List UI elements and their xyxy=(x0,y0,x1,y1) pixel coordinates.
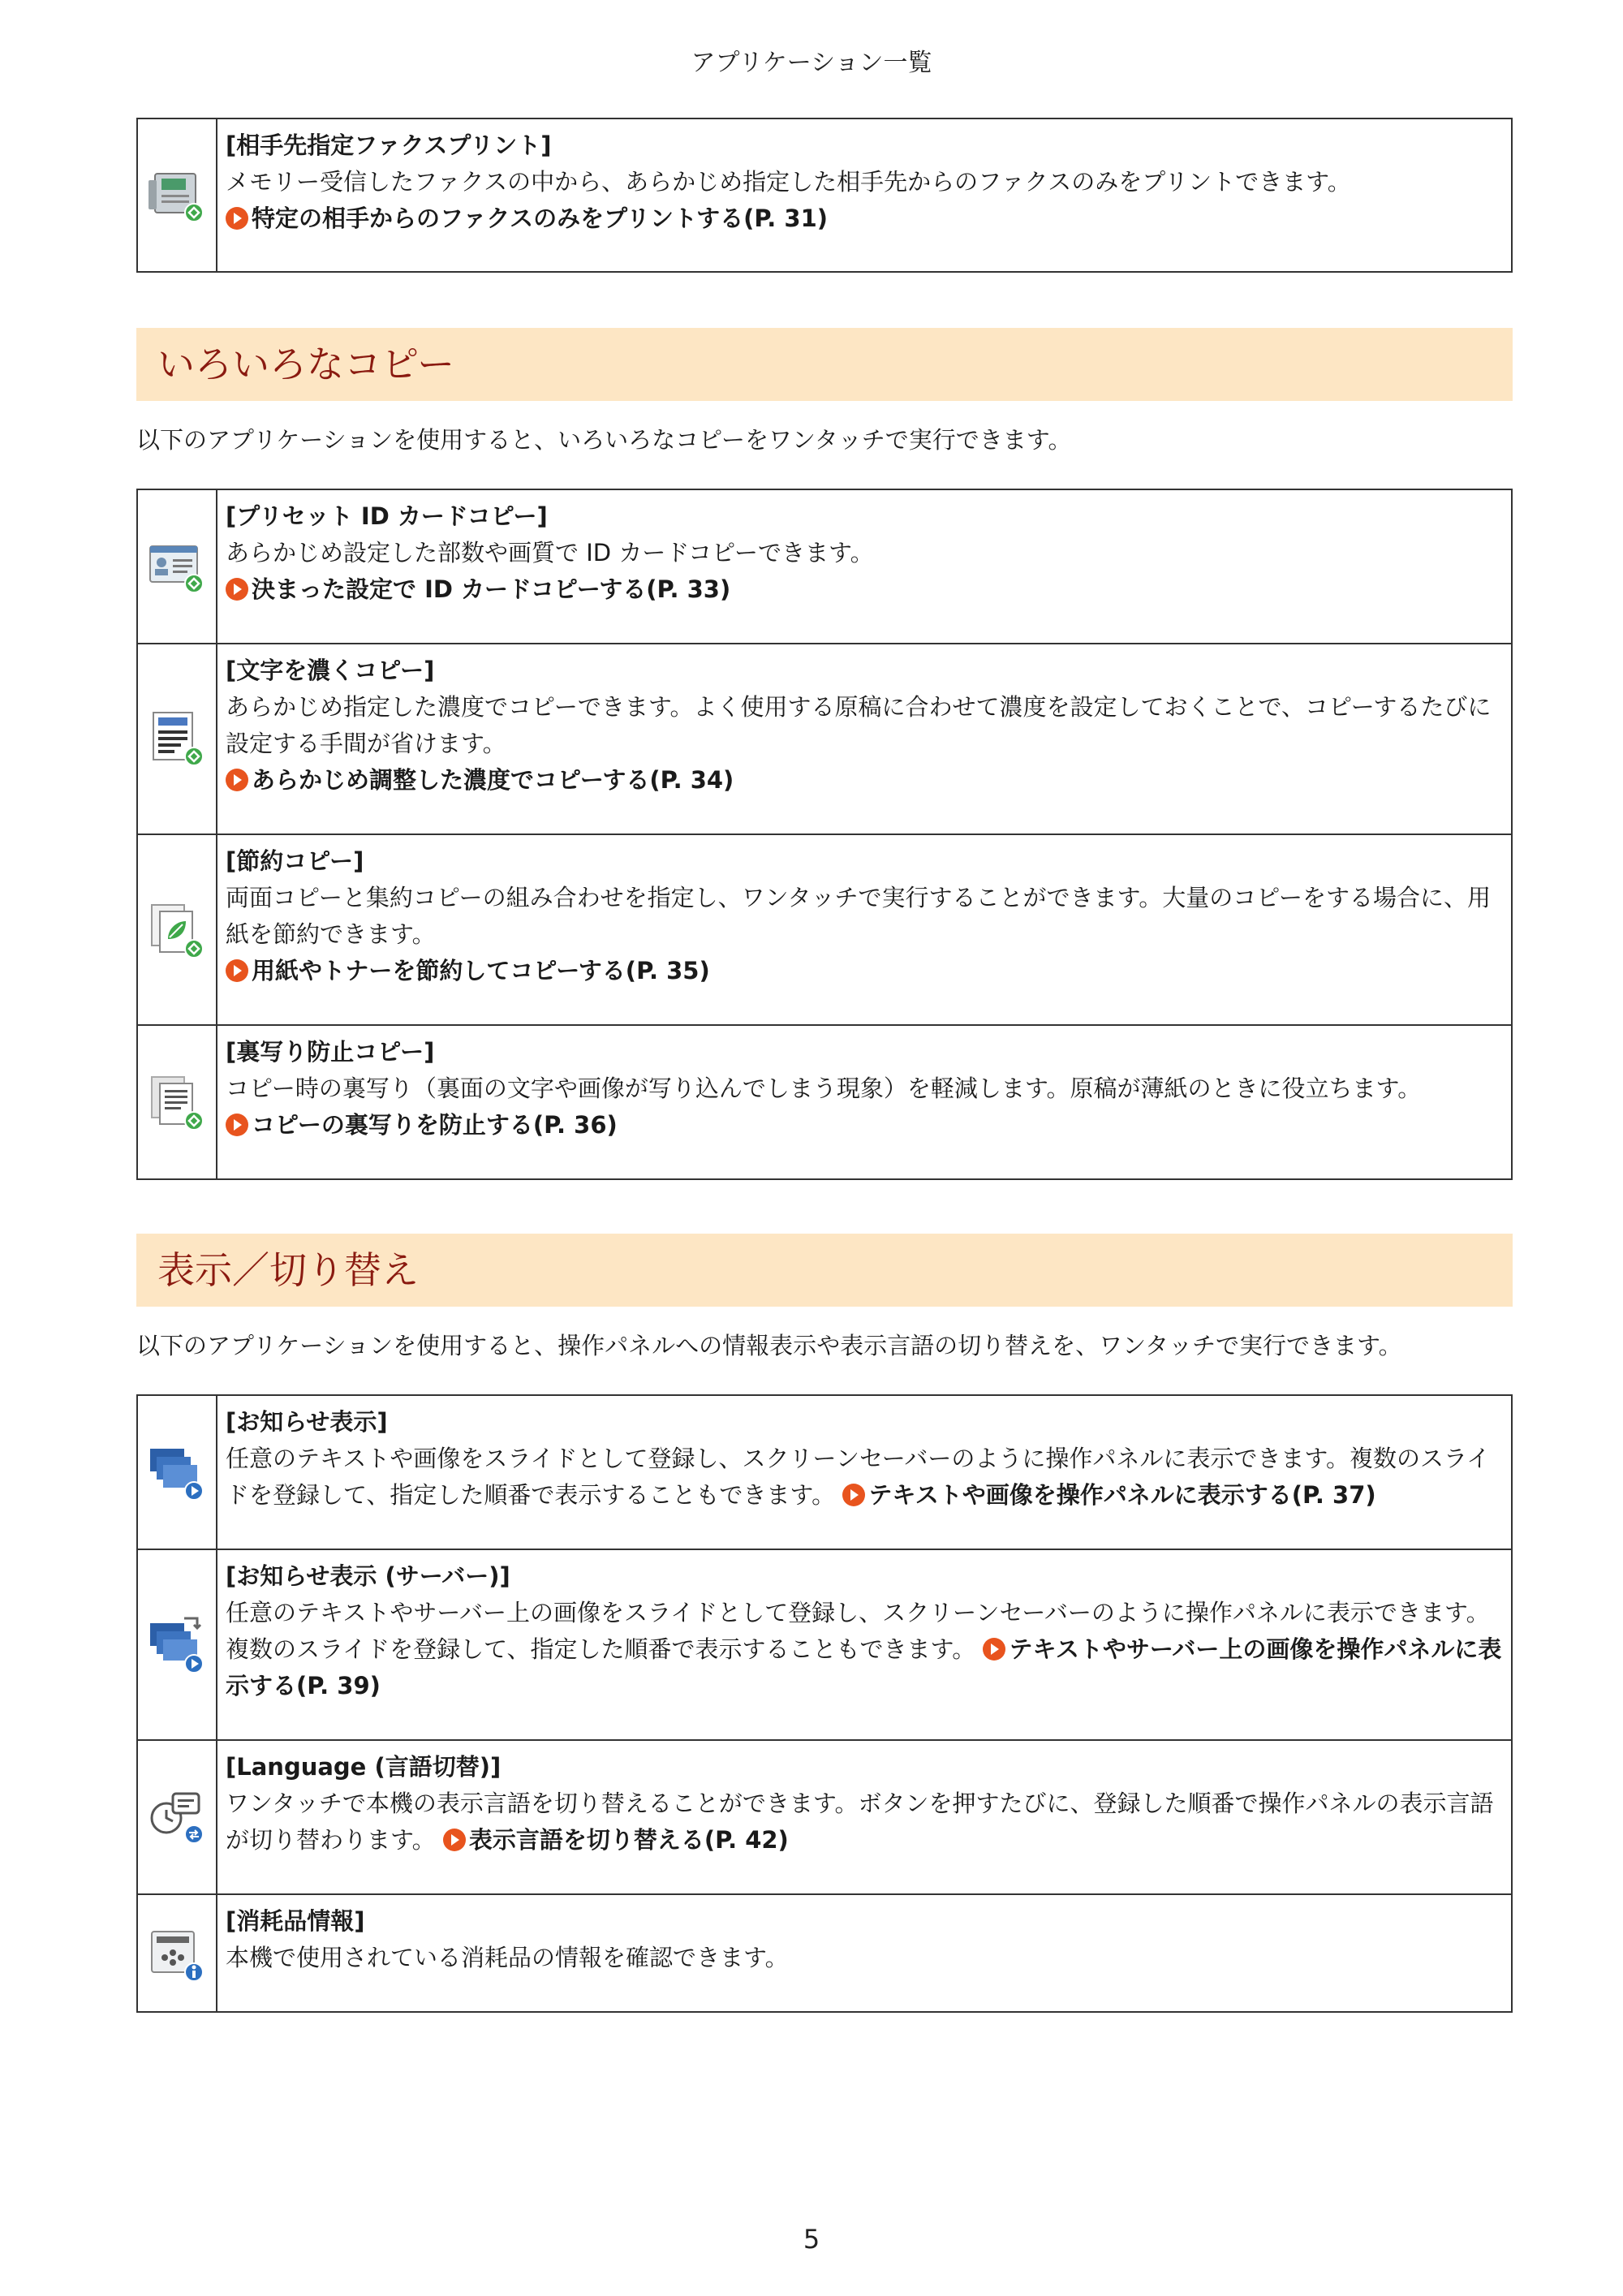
section-display-switch xyxy=(136,1234,1513,1362)
slideshow-icon xyxy=(145,1441,209,1504)
reference-link[interactable] xyxy=(226,571,1505,608)
app-table xyxy=(136,489,1513,1180)
app-description-with-link xyxy=(226,1595,1505,1704)
reference-link-text[interactable]: コピーの裏写りを防止する(P. 36) xyxy=(252,1111,618,1139)
app-name: [節約コピー] xyxy=(226,847,364,875)
consumables-info-icon xyxy=(145,1922,209,1985)
table-row xyxy=(137,118,1512,272)
text-cell xyxy=(217,1025,1512,1179)
app-description: 両面コピーと集約コピーの組み合わせを指定し、ワンタッチで実行することができます。大量のコピーをする場合に、用紙を節約できます。 xyxy=(226,884,1492,948)
link-arrow-icon xyxy=(226,769,248,791)
icon-cell xyxy=(137,834,217,1025)
section-copy xyxy=(136,328,1513,456)
top-app-table-block xyxy=(136,118,1513,273)
link-arrow-icon xyxy=(226,207,248,230)
reference-link-text[interactable]: 決まった設定で ID カードコピーする(P. 33) xyxy=(252,575,731,603)
section-intro: 以下のアプリケーションを使用すると、操作パネルへの情報表示や表示言語の切り替えを、ワンタッチで実行できます。 xyxy=(136,1332,1402,1359)
section-intro: 以下のアプリケーションを使用すると、いろいろなコピーをワンタッチで実行できます。 xyxy=(136,426,1072,454)
link-arrow-icon xyxy=(226,578,248,601)
reference-link[interactable] xyxy=(226,1107,1505,1144)
text-cell xyxy=(217,1549,1512,1740)
app-description: ワンタッチで本機の表示言語を切り替えることができます。ボタンを押すたびに、登録した順番で操作パネルの表示言語が切り替わります。 xyxy=(226,1790,1494,1854)
reference-link-text[interactable]: あらかじめ調整した濃度でコピーする(P. 34) xyxy=(252,766,734,794)
icon-cell xyxy=(137,1740,217,1894)
reference-link-text[interactable]: テキストや画像を操作パネルに表示する(P. 37) xyxy=(868,1481,1376,1509)
reference-link-text[interactable]: 用紙やトナーを節約してコピーする(P. 35) xyxy=(252,957,710,984)
display-app-table-block xyxy=(136,1394,1513,2013)
table-row xyxy=(137,1025,1512,1179)
section-heading: 表示／切り替え xyxy=(136,1234,1513,1307)
icon-cell xyxy=(137,1549,217,1740)
eco-copy-icon xyxy=(145,898,209,962)
text-cell xyxy=(217,834,1512,1025)
table-row xyxy=(137,1740,1512,1894)
app-description: 任意のテキストや画像をスライドとして登録し、スクリーンセーバーのように操作パネルに表示できます。複数のスライドを登録して、指定した順番で表示することもできます。 xyxy=(226,1445,1491,1509)
app-name: [消耗品情報] xyxy=(226,1907,365,1935)
app-table xyxy=(136,1394,1513,2013)
link-arrow-icon xyxy=(226,959,248,982)
app-name: [裏写り防止コピー] xyxy=(226,1038,435,1066)
link-arrow-icon xyxy=(226,1114,248,1136)
reference-link[interactable] xyxy=(443,1826,789,1854)
table-row xyxy=(137,834,1512,1025)
table-row xyxy=(137,1894,1512,2012)
app-description-with-link xyxy=(226,1441,1505,1514)
reference-link-text[interactable]: 特定の相手からのファクスのみをプリントする(P. 31) xyxy=(252,205,829,232)
dark-copy-icon xyxy=(145,708,209,771)
running-header: アプリケーション一覧 xyxy=(691,49,932,77)
text-cell xyxy=(217,489,1512,644)
app-table xyxy=(136,118,1513,273)
app-description-with-link xyxy=(226,1786,1505,1859)
slideshow-server-icon xyxy=(145,1613,209,1677)
app-name: [お知らせ表示] xyxy=(226,1408,388,1436)
app-description: 本機で使用されている消耗品の情報を確認できます。 xyxy=(226,1944,789,1971)
app-name: [文字を濃くコピー] xyxy=(226,657,435,684)
icon-cell xyxy=(137,644,217,834)
copy-app-table-block xyxy=(136,489,1513,1180)
reference-link-text[interactable]: 表示言語を切り替える(P. 42) xyxy=(468,1826,789,1854)
reference-link-text[interactable]: テキストやサーバー上の画像を操作パネルに表示する(P. 39) xyxy=(226,1635,1502,1699)
app-description: あらかじめ指定した濃度でコピーできます。よく使用する原稿に合わせて濃度を設定しておくことで、コピーするたびに設定する手間が省けます。 xyxy=(226,693,1492,757)
id-card-copy-icon xyxy=(145,535,209,598)
app-name: [相手先指定ファクスプリント] xyxy=(226,131,552,159)
reference-link[interactable] xyxy=(842,1481,1375,1509)
app-name: [お知らせ表示 (サーバー)] xyxy=(226,1562,510,1590)
icon-cell xyxy=(137,118,217,272)
icon-cell xyxy=(137,1025,217,1179)
text-cell xyxy=(217,1740,1512,1894)
reference-link[interactable] xyxy=(226,953,1505,989)
reference-link[interactable] xyxy=(226,762,1505,799)
icon-cell xyxy=(137,489,217,644)
text-cell xyxy=(217,644,1512,834)
icon-cell xyxy=(137,1395,217,1549)
app-description: 任意のテキストやサーバー上の画像をスライドとして登録し、スクリーンセーバーのように操作パネルに表示できます。複数のスライドを登録して、指定した順番で表示することもできます。 xyxy=(226,1599,1490,1663)
app-name: [Language (言語切替)] xyxy=(226,1753,502,1781)
reference-link[interactable] xyxy=(226,200,1505,237)
link-arrow-icon xyxy=(983,1638,1005,1661)
link-arrow-icon xyxy=(842,1484,865,1506)
table-row xyxy=(137,1549,1512,1740)
table-row xyxy=(137,489,1512,644)
bleed-prevent-copy-icon xyxy=(145,1070,209,1134)
app-description: メモリー受信したファクスの中から、あらかじめ指定した相手先からのファクスのみをプリントできます。 xyxy=(226,168,1351,196)
icon-cell xyxy=(137,1894,217,2012)
table-row xyxy=(137,1395,1512,1549)
app-description: コピー時の裏写り（裏面の文字や画像が写り込んでしまう現象）を軽減します。原稿が薄紙のときに役立ちます。 xyxy=(226,1075,1422,1102)
fax-print-icon xyxy=(145,164,209,227)
link-arrow-icon xyxy=(443,1829,466,1851)
text-cell xyxy=(217,1894,1512,2012)
text-cell xyxy=(217,118,1512,272)
text-cell xyxy=(217,1395,1512,1549)
language-switch-icon xyxy=(145,1786,209,1849)
section-heading: いろいろなコピー xyxy=(136,328,1513,401)
app-name: [プリセット ID カードコピー] xyxy=(226,502,548,530)
table-row xyxy=(137,644,1512,834)
app-description: あらかじめ設定した部数や画質で ID カードコピーできます。 xyxy=(226,539,874,566)
page-number: 5 xyxy=(803,2224,820,2255)
